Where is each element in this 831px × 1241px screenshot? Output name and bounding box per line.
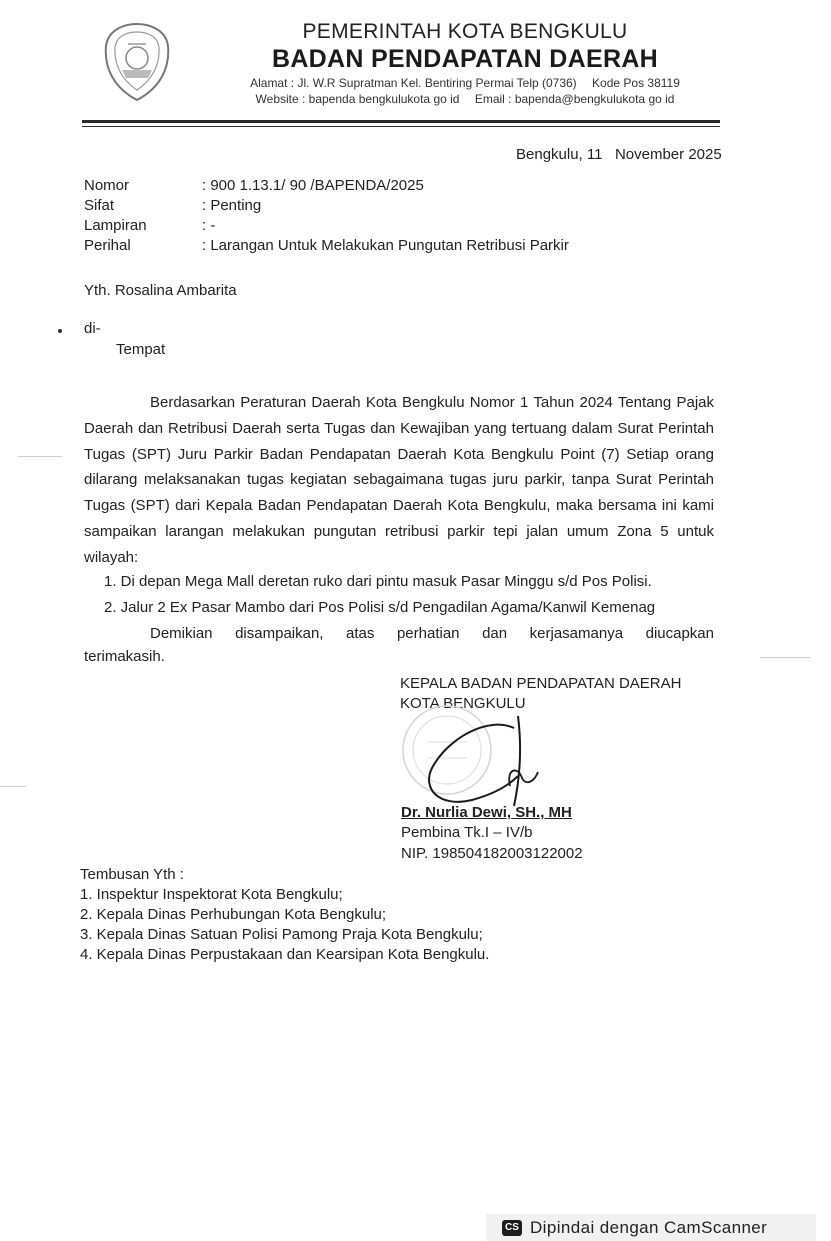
contact-line	[190, 92, 740, 106]
recipient-di: di-	[84, 320, 101, 337]
camscanner-text: Dipindai dengan CamScanner	[530, 1217, 768, 1237]
list-item: 1. Inspektur Inspektorat Kota Bengkulu;	[80, 886, 343, 903]
meta-value: : -	[202, 217, 216, 234]
meta-row-perihal	[84, 236, 569, 256]
government-name: PEMERINTAH KOTA BENGKULU	[302, 20, 628, 43]
list-item: 1. Di depan Mega Mall deretan ruko dari pintu masuk Pasar Minggu s/d Pos Polisi.	[104, 573, 652, 590]
meta-row-lampiran	[84, 216, 569, 236]
letterhead-rule-thin	[82, 126, 720, 127]
scan-artifact-line	[760, 657, 810, 658]
agency-name: BADAN PENDAPATAN DAERAH	[271, 45, 659, 73]
meta-value: : Larangan Untuk Melakukan Pungutan Retribusi Parkir	[202, 237, 569, 254]
zone-list	[104, 569, 655, 621]
scan-artifact-line	[18, 456, 62, 457]
speck-dot	[58, 329, 62, 333]
scan-artifact-line	[0, 786, 26, 787]
meta-label: Sifat	[84, 197, 115, 214]
list-item: 3. Kepala Dinas Satuan Polisi Pamong Praja Kota Bengkulu;	[80, 926, 483, 943]
meta-value: : Penting	[202, 197, 262, 214]
signatory-title-line: KEPALA BADAN PENDAPATAN DAERAH	[400, 675, 682, 692]
letter-meta	[84, 176, 569, 256]
closing-line-end: terimakasih.	[84, 648, 165, 665]
meta-label: Perihal	[84, 237, 131, 254]
closing-line: Demikian disampaikan, atas perhatian dan kerjasamanya diucapkan	[150, 625, 714, 642]
meta-row-nomor	[84, 176, 569, 196]
signatory-nip: NIP. 198504182003122002	[401, 845, 583, 862]
recipient-name: Yth. Rosalina Ambarita	[84, 282, 237, 299]
cc-list	[80, 865, 489, 965]
letterhead-rule-thick	[82, 120, 720, 123]
email-text: Email : bapenda@bengkulukota go id	[474, 92, 675, 106]
letterhead	[190, 20, 740, 106]
list-item: 4. Kepala Dinas Perpustakaan dan Kearsipan Kota Bengkulu.	[80, 946, 490, 963]
meta-row-sifat	[84, 196, 569, 216]
address-text: Alamat : Jl. W.R Supratman Kel. Bentiring Permai Telp (0736)	[250, 76, 577, 90]
meta-label: Nomor	[84, 177, 130, 194]
signatory-title-line: KOTA BENGKULU	[400, 695, 526, 712]
camscanner-icon: CS	[502, 1220, 522, 1236]
signatory-rank: Pembina Tk.I – IV/b	[401, 824, 533, 841]
recipient-place: Tempat	[116, 341, 166, 358]
website-text: Website : bapenda bengkulukota go id	[255, 92, 460, 106]
meta-label: Lampiran	[84, 217, 147, 234]
letter-date: Bengkulu, 11 November 2025	[516, 146, 722, 163]
list-item: 2. Kepala Dinas Perhubungan Kota Bengkulu;	[80, 906, 387, 923]
postal-code: Kode Pos 38119	[592, 76, 680, 90]
camscanner-watermark	[486, 1214, 816, 1241]
address-line	[190, 76, 740, 90]
city-emblem-icon	[100, 20, 174, 104]
list-item: 2. Jalur 2 Ex Pasar Mambo dari Pos Polisi s/d Pengadilan Agama/Kanwil Kemenag	[104, 599, 656, 616]
body-paragraph: Berdasarkan Peraturan Daerah Kota Bengkulu Nomor 1 Tahun 2024 Tentang Pajak Daerah dan Retribusi Daerah serta Tugas dan Kewajiban yang tertuang dalam Surat Perintah Tugas (SPT) Juru Parkir Badan Pendapatan Daerah Kota Bengkulu Point (7) Setiap orang dilarang melaksanakan tugas kegiatan sebagaimana tugas juru parkir, tanpa Surat Perintah Tugas (SPT) dari Kepala Badan Pendapatan Daerah Kota Bengkulu, maka bersama ini kami sampaikan larangan melakukan pungutan retribusi parkir tepi jalan umum Zona 5 untuk wilayah:	[84, 394, 714, 566]
signatory-name: Dr. Nurlia Dewi, SH., MH	[401, 804, 572, 821]
meta-value: : 900 1.13.1/ 90 /BAPENDA/2025	[202, 177, 424, 194]
cc-heading: Tembusan Yth :	[80, 866, 184, 883]
handwritten-signature-icon	[410, 708, 550, 818]
